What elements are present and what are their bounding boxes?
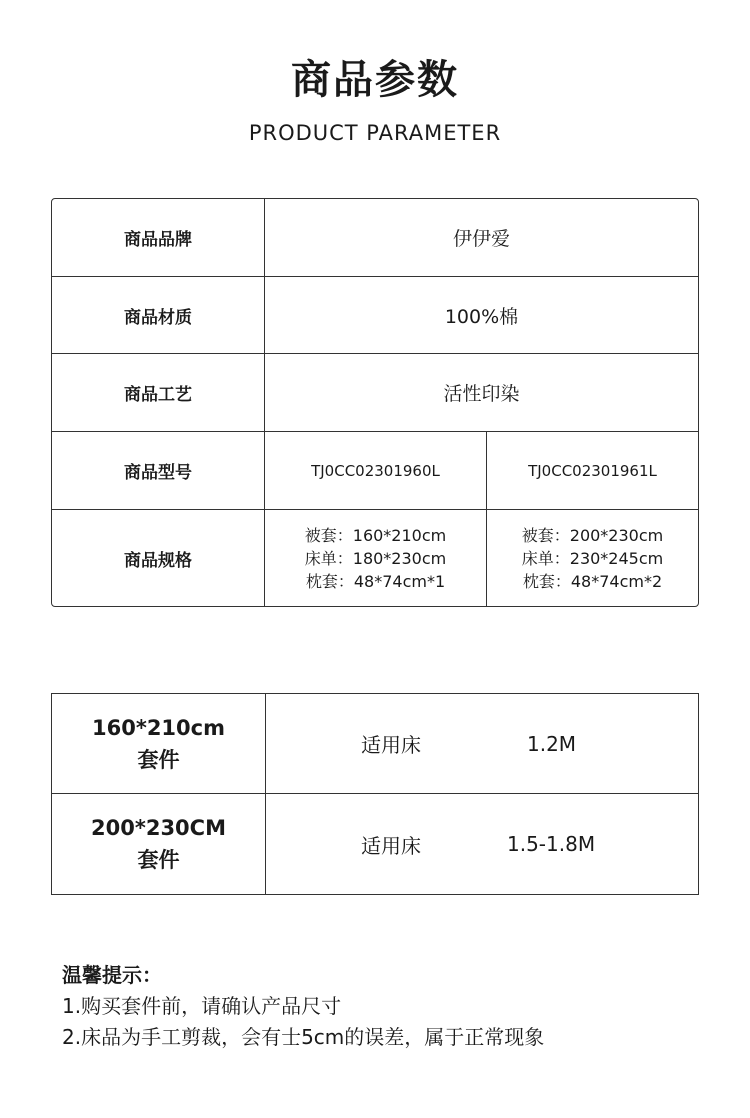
parameter-table [51, 198, 699, 607]
craft-value: 活性印染 [443, 383, 520, 405]
size-set: 套件 [137, 848, 180, 872]
notes [62, 960, 544, 1053]
spec-value-2 [487, 510, 698, 606]
notes-heading: 温馨提示： [62, 963, 162, 987]
size-row [52, 794, 698, 894]
brand-value: 伊伊爱 [452, 228, 510, 250]
craft-label: 商品工艺 [52, 354, 265, 431]
bed-size: 1.5-1.8M [507, 832, 596, 856]
note-item: 2.床品为手工剪裁，会有士5cm的误差，属于正常现象 [62, 1025, 545, 1049]
bed-label: 适用床 [361, 733, 421, 757]
size-dimensions: 200*230CM [91, 816, 226, 840]
spec-line: 枕套：48*74cm*1 [305, 571, 446, 591]
page-subtitle: PRODUCT PARAMETER [248, 121, 502, 145]
model-label: 商品型号 [52, 432, 265, 509]
spec-line: 枕套：48*74cm*2 [522, 571, 663, 591]
size-table [51, 693, 699, 895]
size-label [52, 794, 266, 894]
material-label: 商品材质 [52, 277, 265, 353]
spec-label: 商品规格 [52, 510, 265, 606]
brand-label: 商品品牌 [52, 199, 265, 276]
size-row [52, 694, 698, 794]
model-value-1: TJ0CC02301960L [265, 432, 487, 509]
table-row-model [52, 432, 698, 510]
size-label [52, 694, 266, 793]
table-row-spec [52, 510, 698, 606]
spec-line: 床单：180*230cm [304, 548, 447, 568]
size-set: 套件 [137, 747, 180, 772]
note-item: 1.购买套件前，请确认产品尺寸 [62, 994, 342, 1018]
table-row-craft [52, 354, 698, 432]
table-row-material [52, 277, 698, 354]
spec-line: 被套：160*210cm [304, 525, 447, 545]
spec-line: 被套：200*230cm [521, 525, 664, 545]
bed-label: 适用床 [361, 833, 421, 858]
model-value-2: TJ0CC02301961L [528, 461, 657, 480]
bed-size: 1.2M [527, 731, 577, 756]
size-dimensions: 160*210cm [92, 715, 225, 740]
spec-line: 床单：230*245cm [521, 548, 664, 568]
spec-value-1 [265, 510, 487, 606]
material-value: 100%棉 [444, 305, 519, 328]
page-title: 商品参数 [291, 57, 459, 103]
table-row-brand [52, 199, 698, 277]
